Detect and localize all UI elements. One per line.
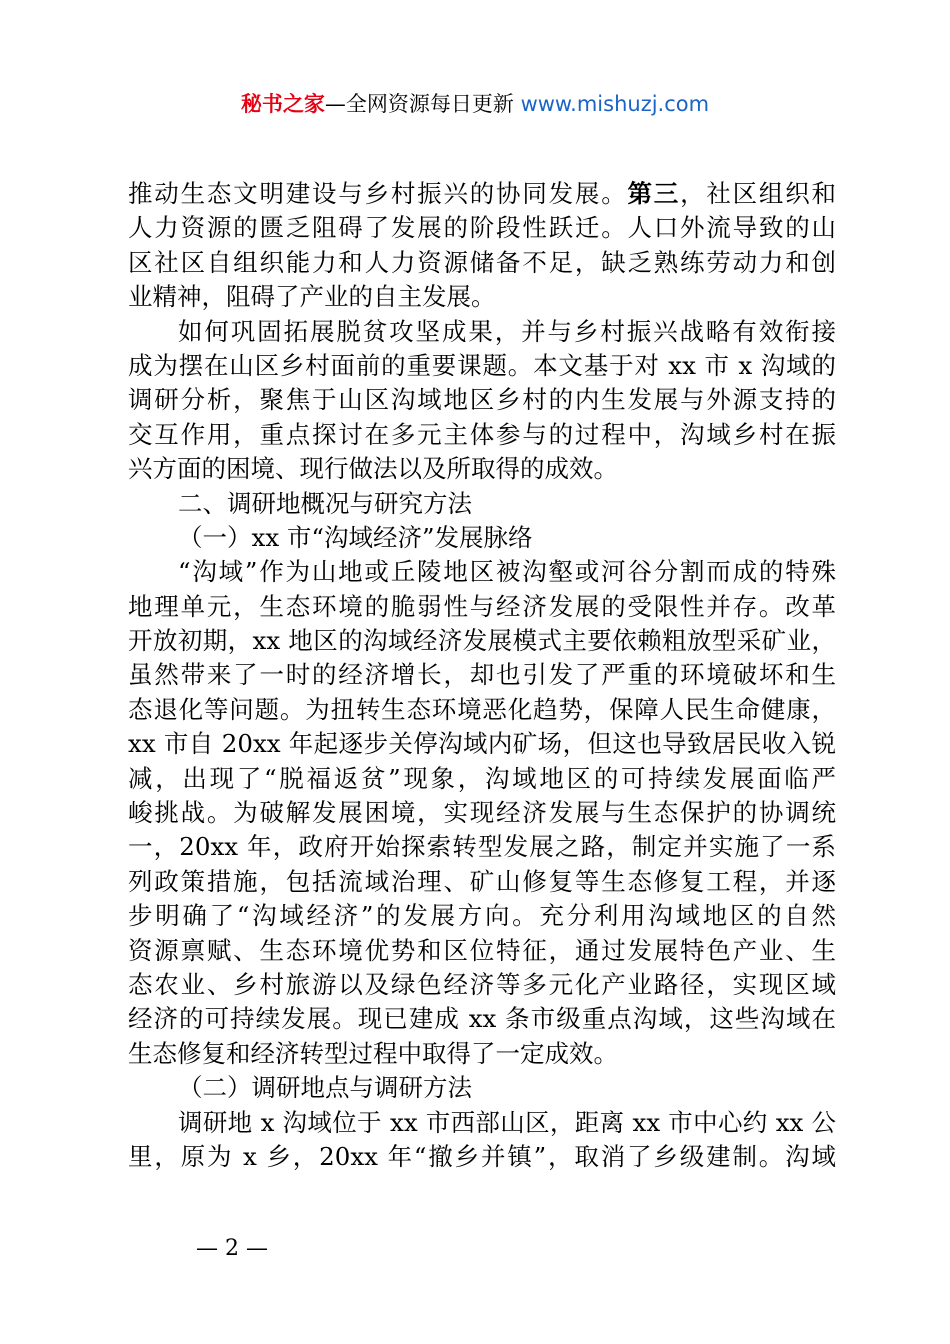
text-line-5: 如何巩固拓展脱贫攻坚成果，并与乡村振兴战略有效衔接 xyxy=(178,316,836,346)
text-line-4: 业精神，阻碍了产业的自主发展。 xyxy=(128,282,496,312)
page-number: — 2 — xyxy=(196,1236,268,1261)
text-line-6: 成为摆在山区乡村面前的重要课题。本文基于对 xx 市 x 沟域的 xyxy=(128,350,836,380)
site-url[interactable]: www.mishuzj.com xyxy=(520,92,710,116)
subsection-heading-2: （二）调研地点与调研方法 xyxy=(178,1073,472,1103)
document-body xyxy=(128,177,836,1174)
text-line-15: 虽然带来了一时的经济增长，却也引发了严重的环境破坏和生 xyxy=(128,660,836,690)
text-line-8: 交互作用，重点探讨在多元主体参与的过程中，沟域乡村在振 xyxy=(128,419,836,449)
text-line-23: 资源禀赋、生态环境优势和区位特征，通过发展特色产业、生 xyxy=(128,935,836,965)
site-banner xyxy=(0,86,950,122)
text-line-24: 态农业、乡村旅游以及绿色经济等多元化产业路径，实现区域 xyxy=(128,969,836,999)
text-line-17: xx 市自 20xx 年起逐步关停沟域内矿场，但这也导致居民收入锐 xyxy=(128,729,836,759)
line-text: 推动生态文明建设与乡村振兴的协同发展。 xyxy=(128,179,628,208)
text-line-9: 兴方面的困境、现行做法以及所取得的成效。 xyxy=(128,454,618,484)
text-line-1 xyxy=(128,177,836,211)
banner-slogan: —全网资源每日更新 xyxy=(324,92,514,116)
subsection-heading-1: （一）xx 市“沟域经济”发展脉络 xyxy=(178,522,533,552)
text-line-16: 态退化等问题。为扭转生态环境恶化趋势，保障人民生命健康， xyxy=(128,694,836,724)
text-line-18: 减，出现了“脱福返贫”现象，沟域地区的可持续发展面临严 xyxy=(128,763,836,793)
emphasis-third: 第三 xyxy=(627,179,681,208)
text-line-12: “沟域”作为山地或丘陵地区被沟壑或河谷分割而成的特殊 xyxy=(178,557,836,587)
text-line-14: 开放初期，xx 地区的沟域经济发展模式主要依赖粗放型采矿业， xyxy=(128,626,836,656)
text-line-13: 地理单元，生态环境的脆弱性与经济发展的受限性并存。改革 xyxy=(128,591,836,621)
text-line-21: 列政策措施，包括流域治理、矿山修复等生态修复工程，并逐 xyxy=(128,866,836,896)
text-line-29: 里，原为 x 乡，20xx 年“撤乡并镇”，取消了乡级建制。沟域 xyxy=(128,1141,836,1171)
text-line-26: 生态修复和经济转型过程中取得了一定成效。 xyxy=(128,1038,618,1068)
text-line-3: 区社区自组织能力和人力资源储备不足，缺乏熟练劳动力和创 xyxy=(128,247,836,277)
text-line-2: 人力资源的匮乏阻碍了发展的阶段性跃迁。人口外流导致的山 xyxy=(128,213,836,243)
text-line-20: 一，20xx 年，政府开始探索转型发展之路，制定并实施了一系 xyxy=(128,832,836,862)
line-text-tail: ，社区组织和 xyxy=(680,179,837,208)
brand-name: 秘书之家 xyxy=(240,92,325,116)
text-line-7: 调研分析，聚焦于山区沟域地区乡村的内生发展与外源支持的 xyxy=(128,385,836,415)
text-line-22: 步明确了“沟域经济”的发展方向。充分利用沟域地区的自然 xyxy=(128,901,836,931)
text-line-19: 峻挑战。为破解发展困境，实现经济发展与生态保护的协调统 xyxy=(128,798,836,828)
text-line-25: 经济的可持续发展。现已建成 xx 条市级重点沟域，这些沟域在 xyxy=(128,1004,836,1034)
text-line-28: 调研地 x 沟域位于 xx 市西部山区，距离 xx 市中心约 xx 公 xyxy=(178,1107,836,1137)
section-heading-2: 二、调研地概况与研究方法 xyxy=(178,488,472,518)
